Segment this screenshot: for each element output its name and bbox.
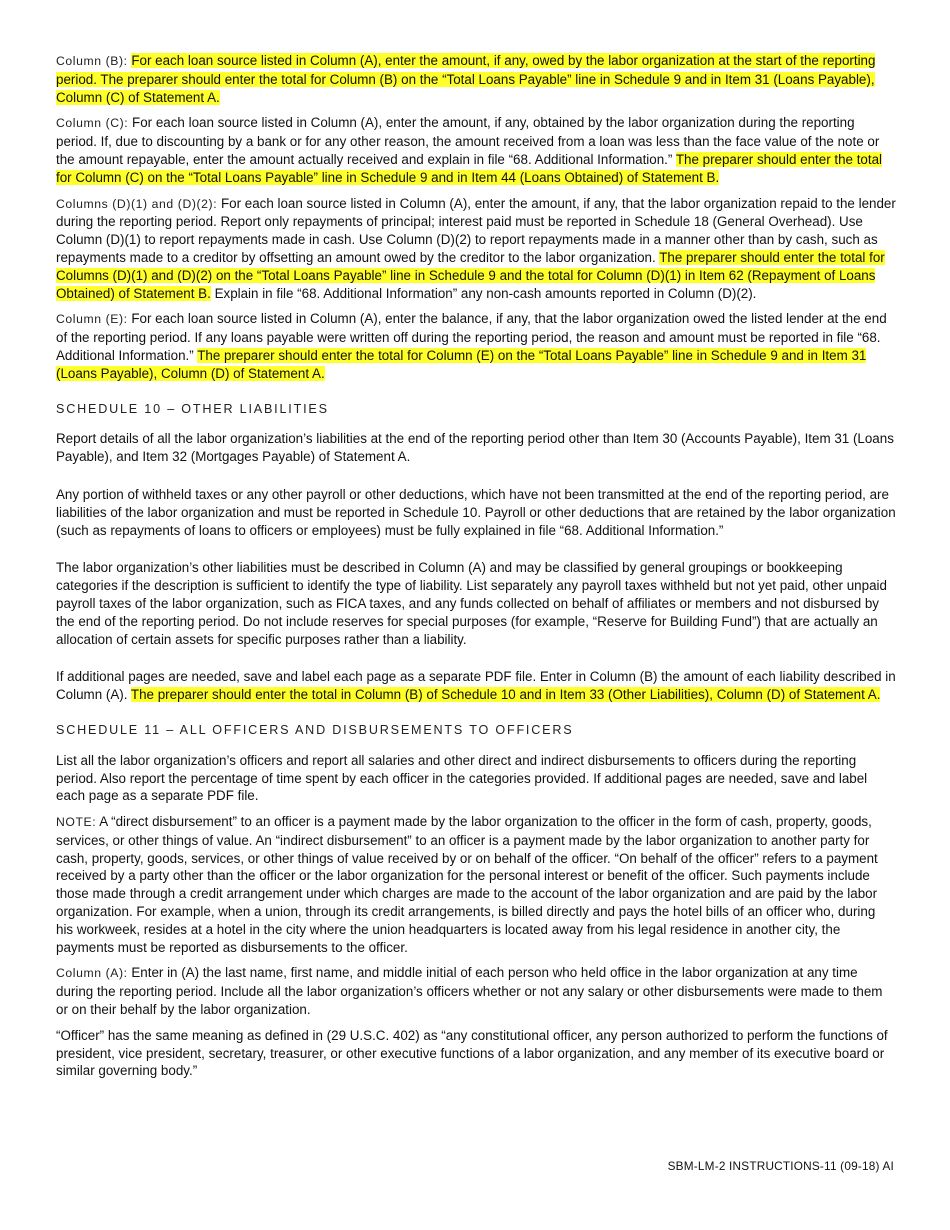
officer-definition: “Officer” has the same meaning as defined in (29 U.S.C. 402) as “any constitutional officer, any person authorized to perform the functions of president, vice president, secretary, treasurer, or other executive functions of a labor organization, and any member of its executive board or similar governing body.” — [56, 1027, 888, 1079]
column-b-label: Column (B): — [56, 54, 128, 68]
column-a-label: Column (A): — [56, 966, 128, 981]
schedule-10-paragraph-1: Report details of all the labor organization’s liabilities at the end of the reporting period other than Item 30 (Accounts Payable), Item 31 (Loans Payable), and Item 32 (Mortgages Payable) of Statement A. — [56, 431, 894, 465]
column-c-paragraph — [56, 114, 896, 186]
schedule-10-paragraph-3: The labor organization’s other liabilities must be described in Column (A) and may be classified by general groupings or bookkeeping categories if the description is sufficient to identify the type of liability. List separately any payroll taxes withheld but not yet paid, other unpaid payroll taxes of the labor organization, such as FICA taxes, and any funds collected on behalf of affiliates or members and not disbursed by the end of the reporting period. Do not include reserves for special purposes (for example, “Reserve for Building Fund”) that are actually an allocation of certain assets for specific purposes rather than a liability. — [56, 560, 887, 647]
page-footer: SBM-LM-2 INSTRUCTIONS-11 (09-18) AI — [667, 1159, 894, 1173]
schedule-10-heading: SCHEDULE 10 – OTHER LIABILITIES — [56, 401, 329, 416]
note-label: NOTE: — [56, 815, 97, 830]
schedule-10-paragraph-4-text: If additional pages are needed, save and label each page as a separate PDF file. Enter in Column (B) the amount of each liability described in Column (A). — [56, 669, 896, 703]
column-b-highlight: For each loan source listed in Column (A), enter the amount, if any, owed by the labor organization at the start of the reporting period. The preparer should enter the total for Column (B) on the “Total Loans Payable” line in Schedule 9 and in Item 31 (Loans Payable), Column (C) of Statement A. — [56, 53, 876, 105]
column-d-label: Columns (D)(1) and (D)(2): — [56, 196, 218, 211]
schedule-11-note — [56, 813, 896, 956]
column-d-text-2: Explain in file “68. Additional Information” any non-cash amounts reported in Column (D)(2). — [214, 285, 757, 301]
column-c-label: Column (C): — [56, 116, 129, 131]
schedule-10-paragraph-2: Any portion of withheld taxes or any other payroll or other deductions, which have not been transmitted at the end of the reporting period, are liabilities of the labor organization and must be reported in Schedule 10. Payroll or other deductions that are retained by the labor organization (such as repayments of loans to officers or employees) must be fully explained in file “68. Additional Information.” — [56, 486, 896, 538]
column-c-text: For each loan source listed in Column (A), enter the amount, if any, obtained by the labor organization during the reporting period. If, due to discounting by a bank or for any other reason, the amount received from a loan was less than the face value of the note or the amount repayable, enter the amount actually received and explain in file “68. Additional Information.” — [56, 115, 880, 167]
schedule-11-heading: SCHEDULE 11 – ALL OFFICERS AND DISBURSEMENTS TO OFFICERS — [56, 722, 574, 737]
column-d-paragraph — [56, 195, 896, 303]
column-e-text: For each loan source listed in Column (A), enter the balance, if any, that the labor organization owed the listed lender at the end of the reporting period. If any loans payable were written off during the reporting period, the reason and amount must be reported in file “68. Additional Information.” — [56, 311, 887, 363]
column-d-highlight: The preparer should enter the total for Columns (D)(1) and (D)(2) on the “Total Loans Payable” line in Schedule 9 and the total for Column (D)(1) in Item 62 (Repayment of Loans Obtained) of Statement B. — [56, 249, 885, 301]
column-e-highlight: The preparer should enter the total for Column (E) on the “Total Loans Payable” line in Schedule 9 and in Item 31 (Loans Payable), Column (D) of Statement A. — [56, 347, 867, 381]
schedule-11-paragraph-1: List all the labor organization’s officers and report all salaries and other direct and indirect disbursements to officers during the reporting period. Also report the percentage of time spent by each officer in the categories provided. If additional pages are needed, save and label each page as a separate PDF file. — [56, 752, 868, 804]
column-b-paragraph — [56, 52, 896, 106]
schedule-10-paragraph-4 — [56, 668, 896, 704]
column-d-text: For each loan source listed in Column (A), enter the amount, if any, that the labor organization repaid to the lender during the reporting period. Report only repayments of principal; interest paid must be reported in Schedule 18 (General Overhead). Use Column (D)(1) to report repayments made in cash. Use Column (D)(2) to report repayments made in a manner other than by cash, such as repayments made to a creditor by offsetting an amount owed by the creditor to the labor organization. — [56, 195, 896, 265]
column-c-highlight: The preparer should enter the total for Column (C) on the “Total Loans Payable” line in Schedule 9 and in Item 44 (Loans Obtained) of Statement B. — [56, 151, 883, 185]
schedule-11-column-a — [56, 964, 896, 1018]
column-e-label: Column (E): — [56, 312, 128, 327]
column-a-text: Enter in (A) the last name, first name, and middle initial of each person who held office in the labor organization at any time during the reporting period. Include all the labor organization’s officers whether or not any salary or other disbursements were made to them or on their behalf by the labor organization. — [56, 965, 883, 1018]
column-e-paragraph — [56, 310, 896, 382]
schedule-10-highlight: The preparer should enter the total in Column (B) of Schedule 10 and in Item 33 (Other Liabilities), Column (D) of Statement A. — [130, 687, 881, 703]
note-text: A “direct disbursement” to an officer is a payment made by the labor organization to the officer in the form of cash, property, goods, services, or other things of value. An “indirect disbursement” to an officer is a payment made by the labor organization to another party for cash, property, goods, services, or other things of value received by or on behalf of the officer. “On behalf of the officer” refers to a payment received by a party other than the officer or the labor organization for the personal interest or benefit of the officer. Such payments include those made through a credit arrangement under which charges are made to the account of the labor organization and are paid by the labor organization. For example, when a union, through its credit arrangements, is billed directly and pays the hotel bills of an officer who, during his workweek, resides at a hotel in the city where the union headquarters is located away from his legal residence in another city, the payments must be reported as disbursements to the officer. — [56, 814, 878, 955]
